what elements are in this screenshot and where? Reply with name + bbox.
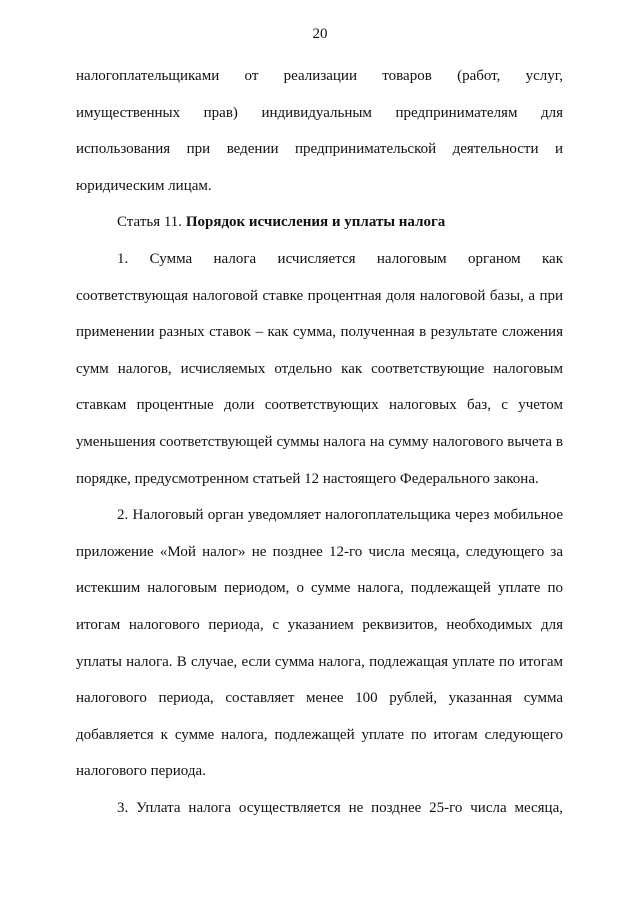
- article-title: Порядок исчисления и уплаты налога: [185, 214, 446, 231]
- paragraph-continuation: налогоплательщиками от реализации товаров (работ, услуг, имущественных прав) индивидуальным предпринимателям для использования при ведении предпринимательской деятельности и юридическим лицам.: [76, 68, 563, 194]
- article-heading: [76, 204, 563, 241]
- document-body: [76, 58, 563, 826]
- page-number: 20: [312, 26, 328, 42]
- paragraph-item-2: 2. Налоговый орган уведомляет налогоплательщика через мобильное приложение «Мой налог» не позднее 12-го числа месяца, следующего за истекшим налоговым периодом, о сумме налога, подлежащей уплате по итогам налогового периода, с указанием реквизитов, необходимых для уплаты налога. В случае, если сумма налога, подлежащая уплате по итогам налогового периода, составляет менее 100 рублей, указанная сумма добавляется к сумме налога, подлежащей уплате по итогам следующего налогового периода.: [76, 507, 563, 780]
- article-number: Статья 11.: [117, 214, 183, 231]
- paragraph-item-1: 1. Сумма налога исчисляется налоговым органом как соответствующая налоговой ставке процентная доля налоговой базы, а при применении разных ставок – как сумма, полученная в результате сложения сумм налогов, исчисляемых отдельно как соответствующие налоговым ставкам процентные доли соответствующих налоговых баз, с учетом уменьшения соответствующей суммы налога на сумму налогового вычета в порядке, предусмотренном статьей 12 настоящего Федерального закона.: [76, 250, 563, 487]
- paragraph-item-3: 3. Уплата налога осуществляется не позднее 25-го числа месяца,: [117, 799, 563, 816]
